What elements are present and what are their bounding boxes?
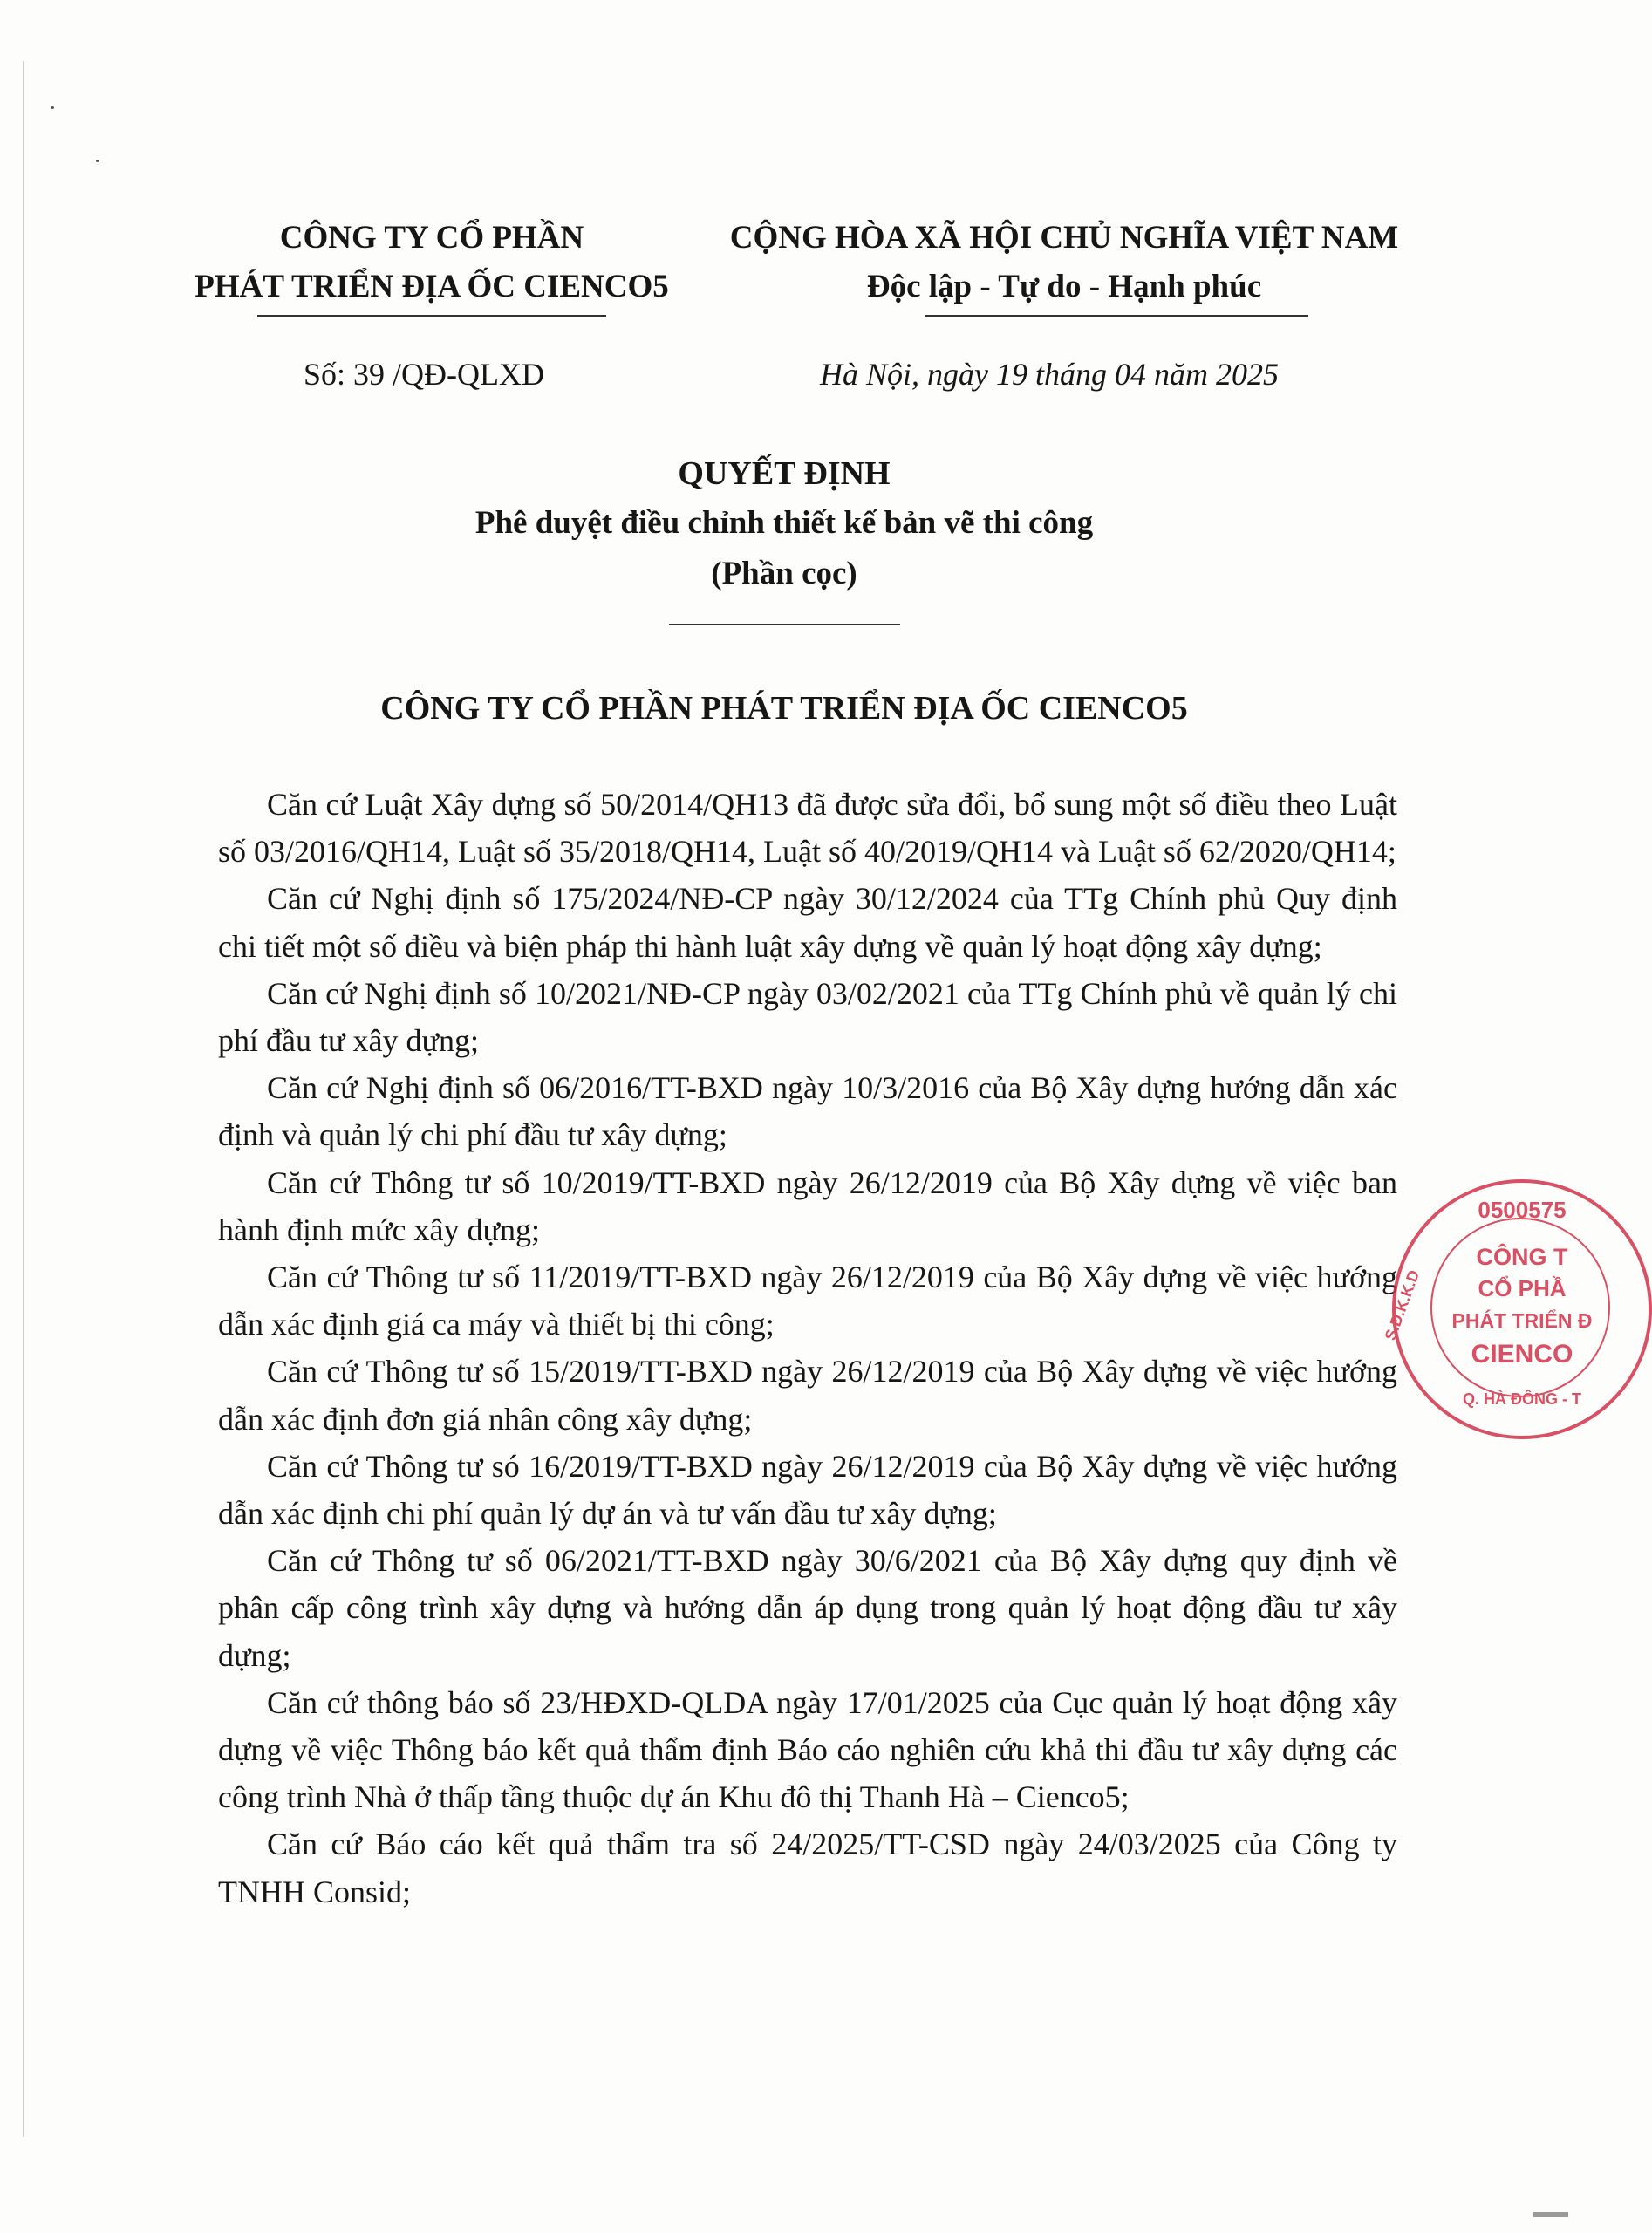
seal-text-line1: CÔNG T <box>1476 1244 1568 1270</box>
document-number: Số: 39 /QĐ-QLXD <box>304 357 544 392</box>
document-header <box>0 214 1568 423</box>
legal-basis-paragraph: Căn cứ Thông tư số 11/2019/TT-BXD ngày 26/12/2019 của Bộ Xây dựng về việc hướng dẫn xác định giá ca máy và thiết bị thi công; <box>218 1260 1397 1342</box>
legal-basis-paragraph: Căn cứ Luật Xây dựng số 50/2014/QH13 đã được sửa đổi, bổ sung một số điều theo Luật số 03/2016/QH14, Luật số 35/2018/QH14, Luật số 40/2019/QH14 và Luật số 62/2020/QH14; <box>218 787 1397 870</box>
title-underline <box>669 624 900 625</box>
legal-basis-paragraph: Căn cứ Thông tư số 15/2019/TT-BXD ngày 26/12/2019 của Bộ Xây dựng về việc hướng dẫn xác định đơn giá nhân công xây dựng; <box>218 1354 1397 1437</box>
seal-bottom-arc: Q. HÀ ĐÔNG - T <box>1463 1390 1581 1408</box>
scan-speck <box>51 106 54 109</box>
legal-basis-paragraph: Căn cứ thông báo số 23/HĐXD-QLDA ngày 17/01/2025 của Cục quản lý hoạt động xây dựng về việc Thông báo kết quả thẩm định Báo cáo nghiên cứu khả thi đầu tư xây dựng các công trình Nhà ở thấp tầng thuộc dự án Khu đô thị Thanh Hà – Cienco5; <box>218 1684 1397 1815</box>
company-name-line2: PHÁT TRIỂN ĐỊA ỐC CIENCO5 <box>195 269 669 304</box>
company-header <box>188 214 676 317</box>
seal-left-arc: S.Đ.K.K.D <box>1381 1267 1423 1343</box>
legal-basis-paragraph: Căn cứ Báo cáo kết quả thẩm tra số 24/2025/TT-CSD ngày 24/03/2025 của Công ty TNHH Consid; <box>218 1827 1397 1909</box>
company-seal-stamp <box>1381 1179 1652 1439</box>
decision-subtitle-part: (Phần cọc) <box>711 556 857 591</box>
legal-basis-paragraph: Căn cứ Thông tư số 10/2019/TT-BXD ngày 26/12/2019 của Bộ Xây dựng về việc ban hành định mức xây dựng; <box>218 1164 1397 1247</box>
seal-code: 0500575 <box>1478 1197 1567 1223</box>
issuing-authority: CÔNG TY CỔ PHẦN PHÁT TRIỂN ĐỊA ỐC CIENCO5 <box>380 690 1188 727</box>
seal-text-line3: PHÁT TRIỂN Đ <box>1451 1309 1593 1332</box>
national-header <box>724 214 1404 317</box>
seal-text-line4: CIENCO <box>1471 1340 1573 1369</box>
national-title: CỘNG HÒA XÃ HỘI CHỦ NGHĨA VIỆT NAM <box>729 220 1399 256</box>
scan-speck <box>96 160 99 162</box>
company-header-underline <box>257 315 606 317</box>
national-motto-underline <box>925 315 1308 317</box>
seal-text-line2: CỔ PHẦ <box>1478 1275 1567 1301</box>
company-name-line1: CÔNG TY CỔ PHẦN <box>279 220 584 256</box>
legal-basis-paragraph: Căn cứ Nghị định số 175/2024/NĐ-CP ngày 30/12/2024 của TTg Chính phủ Quy định chi tiết một số điều và biện pháp thi hành luật xây dựng về quản lý hoạt động xây dựng; <box>218 881 1397 964</box>
scan-bottom-mark <box>1533 2212 1568 2217</box>
legal-basis-paragraph: Căn cứ Nghị định số 06/2016/TT-BXD ngày 10/3/2016 của Bộ Xây dựng hướng dẫn xác định và quản lý chi phí đầu tư xây dựng; <box>218 1070 1397 1153</box>
legal-basis-paragraph: Căn cứ Thông tư số 06/2021/TT-BXD ngày 30/6/2021 của Bộ Xây dựng quy định về phân cấp công trình xây dựng và hướng dẫn áp dụng trong quản lý hoạt động đầu tư xây dựng; <box>218 1543 1397 1673</box>
national-motto: Độc lập - Tự do - Hạnh phúc <box>866 269 1262 304</box>
decision-title-block <box>0 449 1568 625</box>
legal-basis-paragraph: Căn cứ Thông tư só 16/2019/TT-BXD ngày 26/12/2019 của Bộ Xây dựng về việc hướng dẫn xác định chi phí quản lý dự án và tư vấn đầu tư xây dựng; <box>218 1448 1397 1532</box>
decision-title: QUYẾT ĐỊNH <box>678 455 891 492</box>
legal-basis-paragraph: Căn cứ Nghị định số 10/2021/NĐ-CP ngày 03/02/2021 của TTg Chính phủ về quản lý chi phí đầu tư xây dựng; <box>218 975 1397 1059</box>
document-date: Hà Nội, ngày 19 tháng 04 năm 2025 <box>820 357 1279 392</box>
document-body <box>218 781 1397 1915</box>
decision-subtitle: Phê duyệt điều chỉnh thiết kế bản vẽ thi công <box>474 505 1094 541</box>
